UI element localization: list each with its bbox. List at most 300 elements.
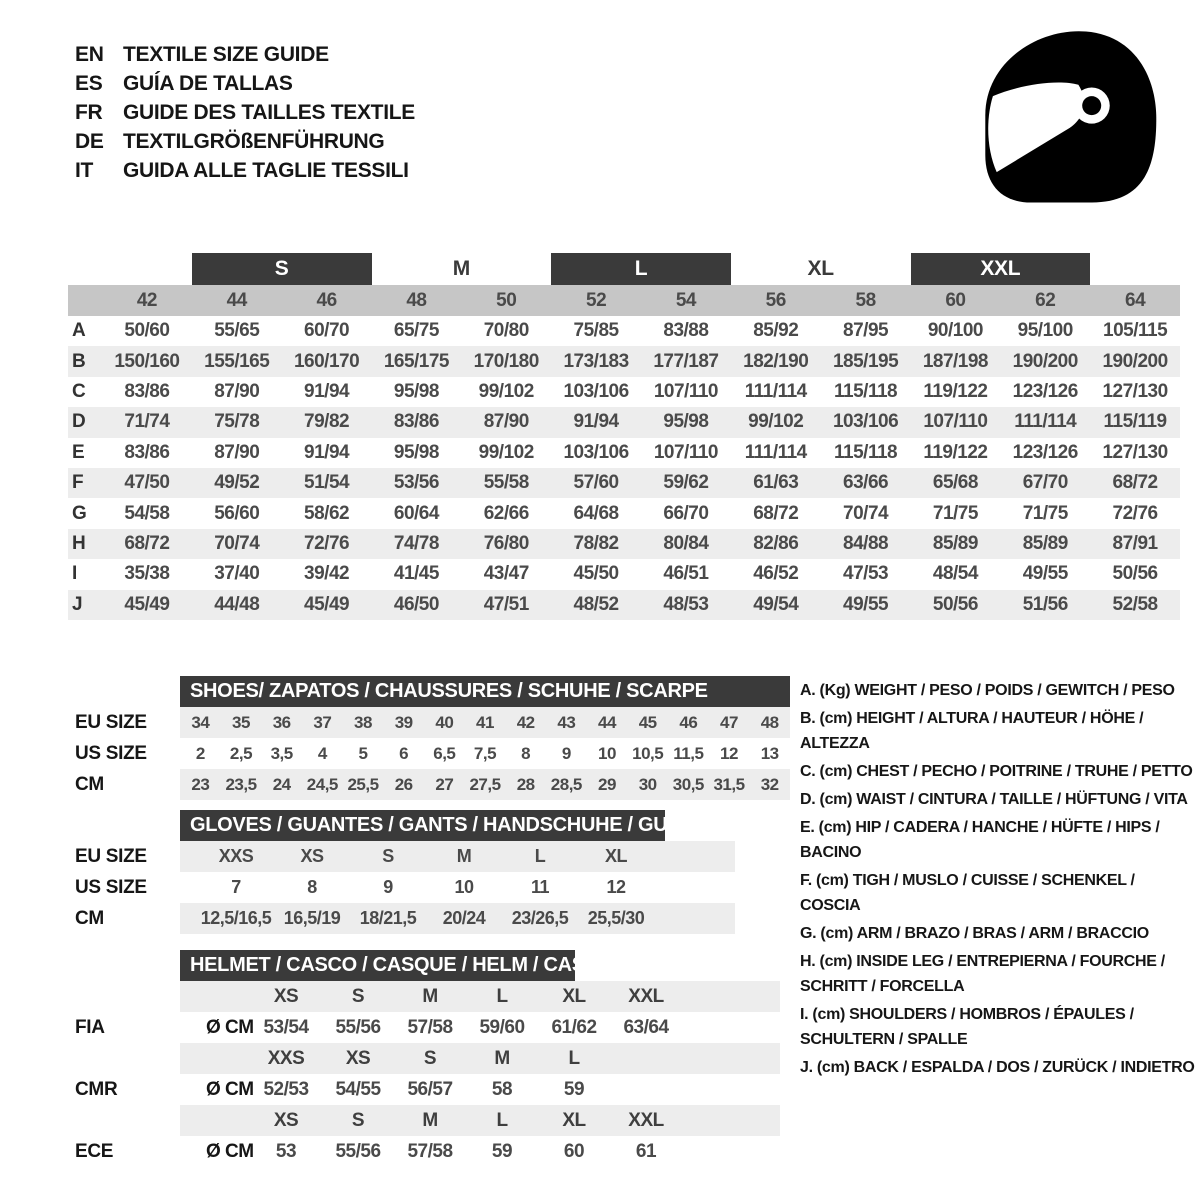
helmet-value: 58 [491,1078,513,1100]
size-corner-cell [68,285,102,316]
language-label: TEXTILGRÖßENFÜHRUNG [123,129,385,153]
shoes-value: 28 [516,774,535,794]
shoes-value: 10,5 [632,743,664,763]
size-value: 67/70 [1022,472,1068,494]
measurement-legend [800,678,1198,1083]
shoes-value: 41 [476,712,494,732]
size-table-row [68,407,1180,437]
shoes-row [75,738,790,769]
shoes-value: 31,5 [713,774,745,794]
helmet-size-label: L [568,1047,580,1069]
size-value: 95/100 [1017,320,1073,342]
helmet-values-row [75,1012,780,1043]
size-value: 103/106 [832,411,899,433]
shoes-value: 43 [557,712,576,732]
shoes-row-label: EU SIZE [75,711,147,733]
size-value: 65/75 [393,320,439,342]
helmet-sizes-spacer [180,1105,250,1136]
gloves-value: M [456,846,472,866]
gloves-value: XXS [218,846,254,866]
size-value: 60/64 [393,502,439,524]
shoes-value: 30,5 [672,774,704,794]
size-value: 185/195 [832,350,899,372]
shoes-section [75,676,790,800]
size-value: 91/94 [304,380,350,402]
size-value: 85/92 [753,320,799,342]
helmet-sizes-row [180,1043,780,1074]
size-value: 49/52 [214,472,260,494]
helmet-size-label: L [496,985,508,1007]
helmet-section [75,950,780,1167]
shoes-value: 34 [191,712,210,732]
gloves-title-bar: GLOVES / GUANTES / GANTS / HANDSCHUHE / GUANTI [180,810,665,841]
legend-item: G. (cm) ARM / BRAZO / BRAS / ARM / BRACCIO [800,925,1149,942]
legend-item: I. (cm) SHOULDERS / HOMBROS / ÉPAULES / SCHULTERN / SPALLE [800,1006,1134,1048]
textile-size-table [68,253,1180,620]
shoes-value: 3,5 [270,743,293,763]
helmet-size-label: S [351,1109,365,1131]
gloves-row [75,841,735,872]
gloves-value: 23/26,5 [511,908,569,928]
legend-item: H. (cm) INSIDE LEG / ENTREPIERNA / FOURCHE / SCHRITT / FORCELLA [800,953,1165,995]
language-code: EN [75,42,104,66]
row-letter: G [72,502,87,524]
shoes-value: 2 [195,743,205,763]
size-value: 85/89 [932,532,978,554]
shoes-value: 8 [521,743,531,763]
size-column-header: 46 [316,289,337,311]
size-value: 187/198 [922,350,988,372]
shoes-value: 24 [272,774,291,794]
size-value: 95/98 [393,441,439,463]
size-value: 75/78 [214,411,260,433]
size-value: 45/49 [304,593,350,615]
shoes-value: 28,5 [550,774,582,794]
size-value: 49/55 [1022,563,1068,585]
size-value: 35/38 [124,563,170,585]
helmet-value: 57/58 [407,1140,453,1162]
row-letter: J [72,593,83,615]
size-value: 66/70 [663,502,709,524]
size-value: 83/86 [124,441,170,463]
language-label: GUIDA ALLE TAGLIE TESSILI [123,158,409,182]
size-value: 83/86 [393,411,439,433]
size-value: 57/60 [573,472,619,494]
gloves-value: L [534,846,546,866]
size-value: 48/53 [663,593,709,615]
language-list [75,40,415,185]
size-value: 115/118 [834,441,898,463]
size-group-xl: XL [807,257,834,280]
helmet-values-row [75,1136,780,1167]
helmet-value: 61 [635,1140,657,1162]
size-value: 105/115 [1103,320,1168,342]
size-group-l: L [551,253,731,285]
size-value: 127/130 [1102,441,1168,463]
helmet-size-label: XXL [628,1109,664,1131]
size-value: 46/51 [663,563,709,585]
shoes-value: 44 [598,712,616,732]
size-table-row [68,377,1180,407]
legend-item: F. (cm) TIGH / MUSLO / CUISSE / SCHENKEL / COSCIA [800,872,1135,914]
helmet-value: 60 [563,1140,585,1162]
size-table-row [68,316,1180,346]
language-code: IT [75,158,94,182]
shoes-value: 25,5 [347,774,379,794]
helmet-title-bar: HELMET / CASCO / CASQUE / HELM / CASCO [180,950,575,981]
language-code: DE [75,129,104,153]
size-value: 76/80 [483,532,529,554]
size-value: 87/90 [214,380,260,402]
row-letter: F [72,472,84,494]
gloves-row-label: CM [75,907,104,929]
gloves-value: S [382,846,394,866]
size-value: 95/98 [393,380,439,402]
shoes-value: 7,5 [473,743,497,763]
shoes-value: 36 [272,712,291,732]
helmet-size-label: XS [273,985,299,1007]
helmet-value: 55/56 [335,1016,381,1038]
size-value: 47/51 [483,593,529,615]
shoes-value: 46 [679,712,698,732]
gloves-value: 8 [307,877,317,897]
gloves-value: 12 [606,877,626,897]
size-value: 90/100 [927,320,983,342]
helmet-standard-label: ECE [75,1140,114,1162]
legend-item: J. (cm) BACK / ESPALDA / DOS / ZURÜCK / INDIETRO [800,1059,1195,1076]
helmet-diameter-label: Ø CM [206,1078,254,1100]
row-letter: E [72,441,85,463]
size-value: 87/91 [1112,532,1158,554]
size-group-xxl: XXL [911,253,1091,285]
helmet-size-label: XS [345,1047,371,1069]
size-value: 95/98 [663,411,709,433]
size-value: 41/45 [393,563,439,585]
size-column-header: 50 [496,289,517,311]
size-column-header: 54 [675,289,696,311]
shoes-value: 11,5 [673,743,704,763]
helmet-sizes-row [180,1105,780,1136]
shoes-value: 13 [760,743,779,763]
shoes-value: 39 [394,712,413,732]
shoes-value: 10 [598,743,616,763]
size-column-header: 48 [406,289,427,311]
size-value: 87/90 [483,411,529,433]
shoes-value: 23 [191,774,210,794]
size-value: 177/187 [653,350,719,372]
size-value: 58/62 [304,502,350,524]
helmet-size-label: XL [562,985,586,1007]
helmet-size-label: XXL [628,985,664,1007]
helmet-value: 54/55 [335,1078,381,1100]
size-value: 170/180 [473,350,539,372]
gloves-value: 10 [454,877,474,897]
size-value: 48/54 [932,563,978,585]
language-row [75,98,415,127]
size-value: 111/114 [744,380,807,402]
gloves-value: XL [604,846,627,866]
helmet-sizes-row [180,981,780,1012]
size-value: 65/68 [932,472,978,494]
helmet-sizes-spacer [180,1043,250,1074]
size-value: 107/110 [923,411,988,433]
size-value: 83/88 [663,320,709,342]
helmet-diameter-label: Ø CM [206,1016,254,1038]
helmet-value: 59/60 [479,1016,525,1038]
size-value: 72/76 [1112,502,1158,524]
size-value: 43/47 [483,563,529,585]
shoes-row-label: US SIZE [75,742,147,764]
size-value: 61/63 [753,472,799,494]
gloves-row-label: US SIZE [75,876,147,898]
row-letter: B [72,350,86,372]
helmet-values-row [75,1074,780,1105]
racing-helmet-icon [972,22,1162,212]
helmet-value: 52/53 [263,1078,309,1100]
size-value: 72/76 [304,532,350,554]
shoes-title-bar: SHOES/ ZAPATOS / CHAUSSURES / SCHUHE / SCARPE [180,676,790,707]
size-value: 160/170 [293,350,360,372]
helmet-size-label: XXS [267,1047,305,1069]
size-value: 45/50 [573,563,619,585]
size-value: 91/94 [304,441,350,463]
size-value: 53/56 [393,472,439,494]
helmet-value: 53 [275,1140,297,1162]
size-table-row [68,468,1180,498]
size-value: 64/68 [573,502,619,524]
size-column-header: 42 [136,289,157,311]
size-value: 54/58 [124,502,170,524]
helmet-body [75,981,780,1167]
helmet-size-label: M [422,1109,438,1131]
size-value: 59/62 [663,472,709,494]
shoes-value: 42 [516,712,535,732]
size-value: 52/58 [1112,593,1158,615]
language-code: ES [75,71,103,95]
helmet-size-label: XL [562,1109,586,1131]
helmet-value: 61/62 [551,1016,597,1038]
helmet-value: 63/64 [623,1016,669,1038]
helmet-diameter-label: Ø CM [206,1140,254,1162]
size-table-row [68,590,1180,620]
size-value: 51/54 [304,472,350,494]
language-row [75,127,415,156]
size-table-body [68,316,1180,620]
size-value: 82/86 [753,532,799,554]
size-value: 39/42 [304,563,350,585]
size-value: 91/94 [573,411,619,433]
size-value: 70/74 [843,502,889,524]
shoes-value: 27 [435,774,454,794]
size-value: 50/56 [932,593,978,615]
legend-item: B. (cm) HEIGHT / ALTURA / HAUTEUR / HÖHE / ALTEZZA [800,710,1144,752]
helmet-size-label: M [494,1047,510,1069]
language-label: TEXTILE SIZE GUIDE [123,42,329,66]
gloves-value: 9 [383,877,393,897]
size-value: 45/49 [124,593,170,615]
shoes-value: 4 [317,743,327,763]
helmet-value: 59 [563,1078,585,1100]
size-value: 75/85 [573,320,619,342]
helmet-sizes-spacer [180,981,250,1012]
size-value: 83/86 [124,380,170,402]
legend-item: A. (Kg) WEIGHT / PESO / POIDS / GEWITCH / PESO [800,682,1175,699]
size-value: 50/60 [124,320,170,342]
size-value: 190/200 [1102,350,1168,372]
size-column-header: 60 [945,289,966,311]
shoes-value: 23,5 [225,774,257,794]
size-value: 182/190 [743,350,809,372]
legend-item: D. (cm) WAIST / CINTURA / TAILLE / HÜFTUNG / VITA [800,791,1188,808]
size-value: 99/102 [748,411,804,433]
size-value: 74/78 [393,532,439,554]
helmet-size-label: M [422,985,438,1007]
size-value: 37/40 [214,563,260,585]
shoes-value: 40 [435,712,454,732]
gloves-row-label: EU SIZE [75,845,147,867]
legend-item: E. (cm) HIP / CADERA / HANCHE / HÜFTE / HIPS / BACINO [800,819,1160,861]
size-value: 115/119 [1103,411,1167,433]
row-letter: H [72,532,86,554]
size-value: 84/88 [843,532,889,554]
size-value: 70/74 [214,532,260,554]
size-value: 71/75 [932,502,978,524]
size-value: 173/183 [563,350,629,372]
size-value: 123/126 [1012,441,1078,463]
shoes-row-label: CM [75,773,104,795]
helmet-size-label: S [351,985,365,1007]
size-value: 155/165 [204,350,270,372]
shoes-value: 37 [313,712,332,732]
size-value: 123/126 [1012,380,1078,402]
size-value: 78/82 [573,532,619,554]
size-value: 68/72 [753,502,799,524]
size-value: 119/122 [923,380,988,402]
size-table-row [68,346,1180,376]
shoes-value: 35 [232,712,250,732]
gloves-row [75,903,735,934]
shoes-value: 2,5 [229,743,253,763]
size-columns-row [68,285,1180,316]
size-value: 49/55 [843,593,889,615]
size-value: 190/200 [1012,350,1078,372]
language-label: GUIDE DES TAILLES TEXTILE [123,100,415,124]
gloves-row [75,872,735,903]
row-letter: D [72,411,86,433]
helmet-standard-label: FIA [75,1016,105,1038]
size-value: 111/114 [744,441,807,463]
size-value: 50/56 [1112,563,1158,585]
helmet-value: 56/57 [407,1078,453,1100]
helmet-size-label: S [423,1047,437,1069]
gloves-value: XS [300,846,324,866]
row-letter: A [72,320,86,342]
size-table-row [68,498,1180,528]
size-value: 46/50 [393,593,439,615]
size-value: 68/72 [124,532,170,554]
helmet-size-label: L [496,1109,508,1131]
size-value: 99/102 [478,380,534,402]
size-value: 60/70 [304,320,350,342]
size-value: 85/89 [1022,532,1068,554]
shoes-value: 48 [760,712,779,732]
gloves-value: 25,5/30 [587,908,645,928]
size-value: 111/114 [1014,411,1077,433]
gloves-value: 16,5/19 [283,908,341,928]
size-value: 71/74 [124,411,170,433]
size-column-header: 52 [586,289,607,311]
gloves-value: 11 [530,877,550,897]
shoes-value: 29 [598,774,616,794]
shoes-value: 6 [399,743,409,763]
size-value: 79/82 [304,411,350,433]
row-letter: I [72,563,77,585]
size-value: 44/48 [214,593,260,615]
size-value: 103/106 [563,441,629,463]
size-value: 165/175 [383,350,449,372]
size-column-header: 58 [855,289,876,311]
row-letter: C [72,380,86,402]
size-table-row [68,529,1180,559]
size-value: 80/84 [663,532,709,554]
shoes-value: 6,5 [433,743,456,763]
shoes-row [75,707,790,738]
helmet-value: 57/58 [407,1016,453,1038]
language-row [75,156,415,185]
size-value: 63/66 [843,472,889,494]
size-value: 55/58 [483,472,529,494]
shoes-value: 12 [720,743,738,763]
size-column-header: 44 [226,289,247,311]
size-value: 46/52 [753,563,799,585]
shoes-value: 32 [760,774,779,794]
size-table-row [68,438,1180,468]
size-value: 47/50 [124,472,170,494]
size-column-header: 64 [1125,289,1146,311]
shoes-value: 9 [561,743,571,763]
gloves-value: 20/24 [442,908,486,928]
gloves-body [75,841,735,934]
size-value: 99/102 [478,441,534,463]
size-value: 150/160 [114,350,180,372]
shoes-value: 5 [358,743,368,763]
size-value: 56/60 [214,502,260,524]
gloves-section [75,810,735,934]
language-code: FR [75,100,103,124]
size-value: 49/54 [753,593,799,615]
size-value: 48/52 [573,593,619,615]
size-value: 87/95 [843,320,889,342]
shoes-value: 30 [638,774,657,794]
helmet-size-label: XS [273,1109,299,1131]
size-value: 51/56 [1022,593,1068,615]
shoes-value: 47 [720,712,738,732]
shoes-value: 38 [354,712,372,732]
gloves-value: 18/21,5 [359,908,417,928]
size-value: 115/118 [834,380,898,402]
gloves-value: 12,5/16,5 [200,908,272,928]
size-value: 55/65 [214,320,260,342]
size-value: 68/72 [1112,472,1158,494]
size-value: 70/80 [483,320,529,342]
size-value: 87/90 [214,441,260,463]
size-value: 107/110 [653,380,718,402]
size-value: 47/53 [843,563,889,585]
size-group-row [68,253,1180,285]
gloves-value: 7 [231,877,241,897]
shoes-value: 27,5 [469,774,501,794]
size-value: 103/106 [563,380,629,402]
